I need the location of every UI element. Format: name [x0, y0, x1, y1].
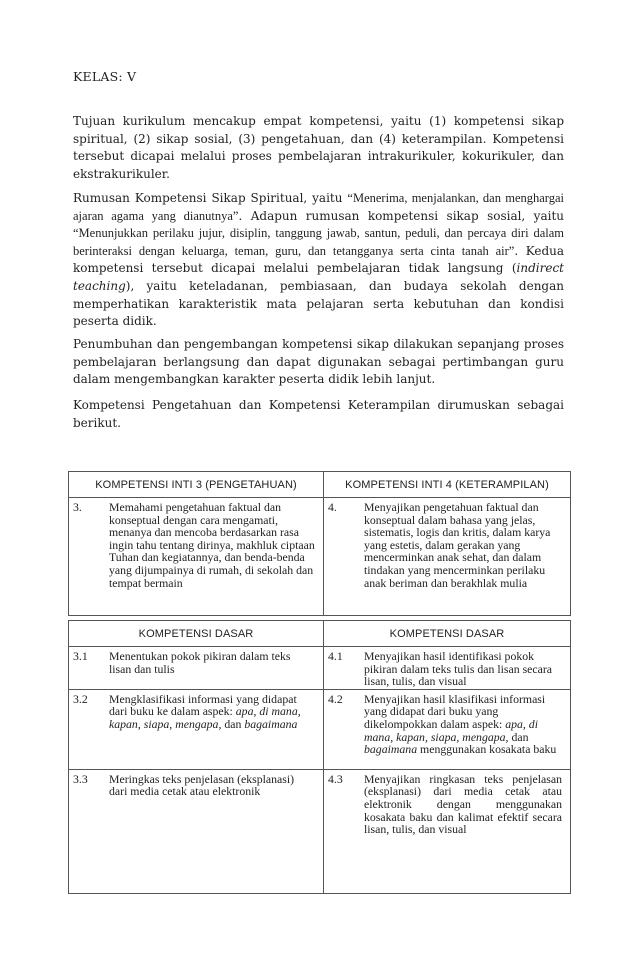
paragraph-attitude-competence: [73, 190, 564, 331]
kd-cell: [69, 769, 324, 893]
kd-text: Menentukan pokok pikiran dalam teks lisan dan tulis: [109, 649, 291, 676]
spiritual-quote: “Menerima, menjalankan, dan menghargai ajaran agama yang dianutnya”: [73, 191, 564, 223]
core-competence-table: [68, 471, 571, 616]
kd-text-italic: apa, di mana, kapan, siapa, mengapa,: [109, 704, 301, 731]
kd-number: 3.3: [73, 771, 88, 786]
kd-text-italic: bagaimana: [364, 742, 418, 757]
kd-number: 3.1: [73, 649, 88, 663]
kd-text: Menyajikan ringkasan teks penjelasan (eksplanasi) dari media cetak atau elektronik dengan menggunakan kosakata baku dan kalimat efektif secara lisan, tulis, dan visual: [364, 771, 562, 837]
kd3-header: KOMPETENSI DASAR: [69, 621, 324, 647]
kd-text-italic: apa, di mana, kapan, siapa, mengapa,: [364, 716, 538, 744]
kd-number: 4.3: [328, 771, 343, 786]
ki4-cell: [324, 498, 571, 616]
p2-text-c: . Kedua kompetensi tersebut dicapai melalui pembelajaran tidak langsung (: [73, 243, 565, 276]
kd-text-italic: bagaimana: [244, 716, 298, 731]
ki3-header: KOMPETENSI INTI 3 (PENGETAHUAN): [69, 472, 324, 498]
table-row: [69, 769, 571, 893]
class-label: KELAS: V: [73, 69, 137, 84]
social-quote: “Menunjukkan perilaku jujur, disiplin, tanggung jawab, santun, peduli, dan percaya diri dalam berinteraksi dengan keluarga, teman, guru, dan tetangganya serta cinta tanah air”: [73, 226, 564, 258]
paragraph-attitude-development: Penumbuhan dan pengembangan kompetensi sikap dilakukan sepanjang proses pembelajaran berlangsung dan dapat digunakan sebagai pertimbangan guru dalam mengembangkan karakter peserta didik lebih lanjut.: [73, 337, 564, 387]
kd-text: Menyajikan hasil identifikasi pokok pikiran dalam teks tulis dan lisan secara lisan, tulis, dan visual: [364, 649, 553, 689]
kd-number: 4.1: [328, 649, 343, 663]
kd-text-part: dan: [221, 716, 245, 731]
kd-number: 3.2: [73, 691, 88, 706]
kd-cell: [324, 769, 571, 893]
kd-text: [109, 693, 315, 731]
kd-cell: [324, 689, 571, 769]
ki4-number: 4.: [328, 500, 337, 514]
kd-cell: [69, 689, 324, 769]
kd4-header: KOMPETENSI DASAR: [324, 621, 571, 647]
kd-text-part: menggunakan kosakata baku: [417, 742, 557, 757]
kd-text: Meringkas teks penjelasan (eksplanasi) dari media cetak atau elektronik: [109, 771, 295, 799]
kd-cell: [324, 647, 571, 690]
p2-text-a: Rumusan Kompetensi Sikap Spiritual, yaitu: [73, 191, 348, 205]
ki3-text: Memahami pengetahuan faktual dan konseptual dengan cara mengamati, menanya dan mencoba berdasarkan rasa ingin tahu tentang dirinya, makhluk ciptaan Tuhan dan kegiatannya, dan benda-benda yang dijumpainya di rumah, di sekolah dan tempat bermain: [109, 500, 315, 590]
p2-text-b: . Adapun rumusan kompetensi sikap sosial, yaitu: [238, 208, 564, 223]
paragraph-curriculum-goals: Tujuan kurikulum mencakup empat kompetensi, yaitu (1) kompetensi sikap spiritual, (2) sikap sosial, (3) pengetahuan, dan (4) keterampilan. Kompetensi tersebut dicapai melalui proses pembelajaran intrakurikuler, kokurikuler, dan ekstrakurikuler.: [73, 114, 564, 181]
p2-text-d: ), yaitu keteladanan, pembiasaan, dan budaya sekolah dengan memperhatikan karakteristik mata pelajaran serta kebutuhan dan kondisi peserta didik.: [73, 278, 564, 329]
kd-cell: [69, 647, 324, 690]
ki4-text: Menyajikan pengetahuan faktual dan konseptual dalam bahasa yang jelas, sistematis, logis dan kritis, dalam karya yang estetis, dalam gerakan yang mencerminkan anak sehat, dan dalam tindakan yang mencerminkan perilaku anak beriman dan berakhlak mulia: [364, 500, 551, 590]
paragraph-intro-tables: Kompetensi Pengetahuan dan Kompetensi Keterampilan dirumuskan sebagai berikut.: [73, 398, 564, 430]
ki4-header: KOMPETENSI INTI 4 (KETERAMPILAN): [324, 472, 571, 498]
table-row: [69, 689, 571, 769]
kd-text-part: dan: [508, 729, 529, 744]
kd-text-part: Menyajikan hasil klasifikasi informasi yang didapat dari buku yang dikelompokkan dalam aspek:: [364, 691, 546, 731]
kd-text: [364, 693, 562, 756]
table-row: [69, 647, 571, 690]
ki3-cell: [69, 498, 324, 616]
indirect-teaching-term: indirect teaching: [73, 261, 564, 293]
kd-number: 4.2: [328, 691, 343, 706]
kd-text-part: Mengklasifikasi informasi yang didapat dari buku ke dalam aspek:: [109, 691, 297, 719]
basic-competence-table: [68, 620, 571, 894]
ki3-number: 3.: [73, 500, 82, 514]
